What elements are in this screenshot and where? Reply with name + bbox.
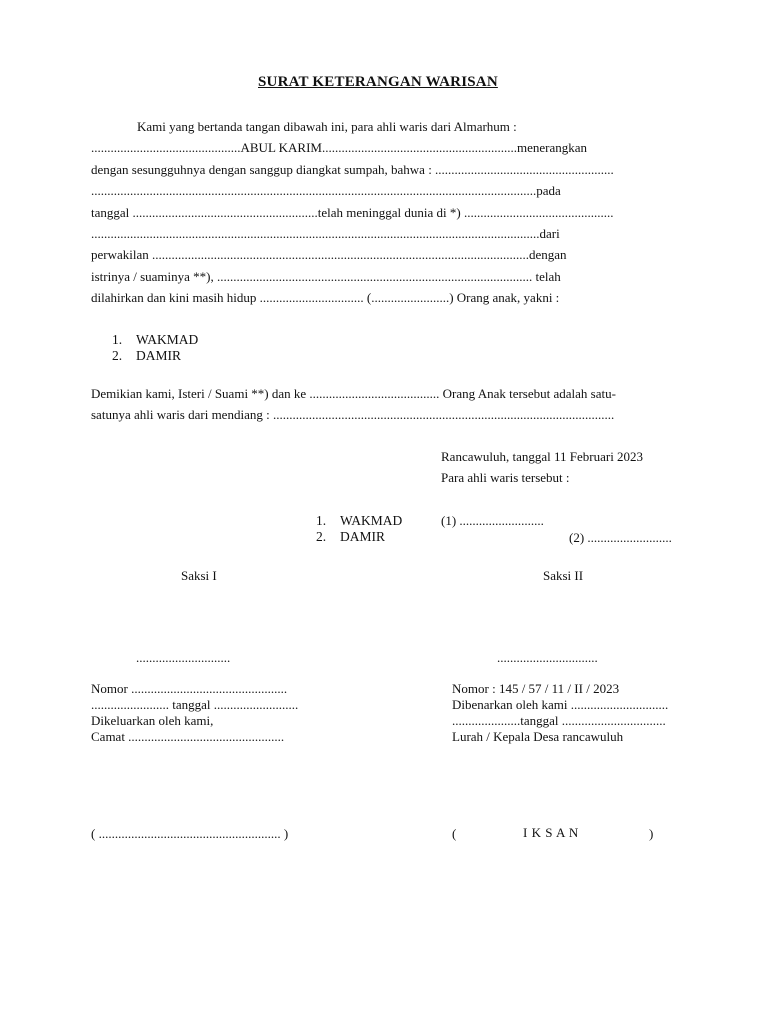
document-title: SURAT KETERANGAN WARISAN bbox=[258, 74, 498, 90]
body-line-4: .........................................................................................................................................pada bbox=[91, 183, 561, 198]
camat-issued-line: Dikeluarkan oleh kami, bbox=[91, 713, 214, 728]
body-line-7: perwakilan ....................................................................................................................dengan bbox=[91, 247, 567, 262]
village-head-name: I K S A N bbox=[523, 825, 579, 840]
camat-signature: ( ........................................................ ) bbox=[91, 826, 289, 841]
witness-1-label: Saksi I bbox=[181, 568, 217, 583]
camat-name-line: Camat ................................................ bbox=[91, 729, 285, 744]
village-date-line: .....................tanggal ................................ bbox=[452, 713, 666, 728]
witness-2-signature-line: ............................... bbox=[497, 650, 598, 665]
body-line-3: dengan sesungguhnya dengan sanggup diangkat sumpah, bahwa : ....................................................... bbox=[91, 162, 614, 177]
village-signature-open: ( bbox=[452, 826, 457, 841]
village-signature-close: ) bbox=[649, 826, 654, 841]
signer-1-number: 1. bbox=[316, 513, 327, 528]
signer-2-name: DAMIR bbox=[340, 529, 386, 544]
heirs-caption: Para ahli waris tersebut : bbox=[441, 470, 570, 485]
witness-1-signature-line: ............................. bbox=[136, 650, 231, 665]
village-head-line: Lurah / Kepala Desa rancawuluh bbox=[452, 729, 624, 744]
village-verified-line: Dibenarkan oleh kami .............................. bbox=[452, 697, 669, 712]
signer-1-name: WAKMAD bbox=[340, 513, 403, 528]
body-line-1: Kami yang bertanda tangan dibawah ini, para ahli waris dari Almarhum : bbox=[137, 119, 517, 134]
signer-2-number: 2. bbox=[316, 529, 327, 544]
heir-1-name: WAKMAD bbox=[136, 332, 199, 347]
camat-date-line: ........................ tanggal .......................... bbox=[91, 697, 299, 712]
camat-number-line: Nomor ................................................ bbox=[91, 681, 288, 696]
witness-2-label: Saksi II bbox=[543, 568, 584, 583]
closing-line-2: satunya ahli waris dari mendiang : ......................................................................................................... bbox=[91, 407, 615, 422]
village-number-line: Nomor : 145 / 57 / 11 / II / 2023 bbox=[452, 681, 620, 696]
heir-1-number: 1. bbox=[112, 332, 123, 347]
body-line-5: tanggal .........................................................telah meninggal dunia di *) .............................................. bbox=[91, 205, 614, 220]
place-date: Rancawuluh, tanggal 11 Februari 2023 bbox=[441, 449, 644, 464]
signer-1-signature: (1) .......................... bbox=[441, 513, 544, 528]
body-line-6: ..........................................................................................................................................dari bbox=[91, 226, 560, 241]
heir-2-number: 2. bbox=[112, 348, 123, 363]
signer-2-signature: (2) .......................... bbox=[569, 530, 672, 545]
body-line-8: istrinya / suaminya **), ................................................................................................. telah bbox=[91, 269, 561, 284]
body-line-2: ..............................................ABUL KARIM............................................................menerangkan bbox=[91, 140, 588, 155]
heir-2-name: DAMIR bbox=[136, 348, 182, 363]
body-line-9: dilahirkan dan kini masih hidup ................................ (........................) Orang anak, yakni : bbox=[91, 290, 560, 305]
closing-line-1: Demikian kami, Isteri / Suami **) dan ke ........................................ Orang Anak tersebut adalah satu- bbox=[91, 386, 616, 401]
